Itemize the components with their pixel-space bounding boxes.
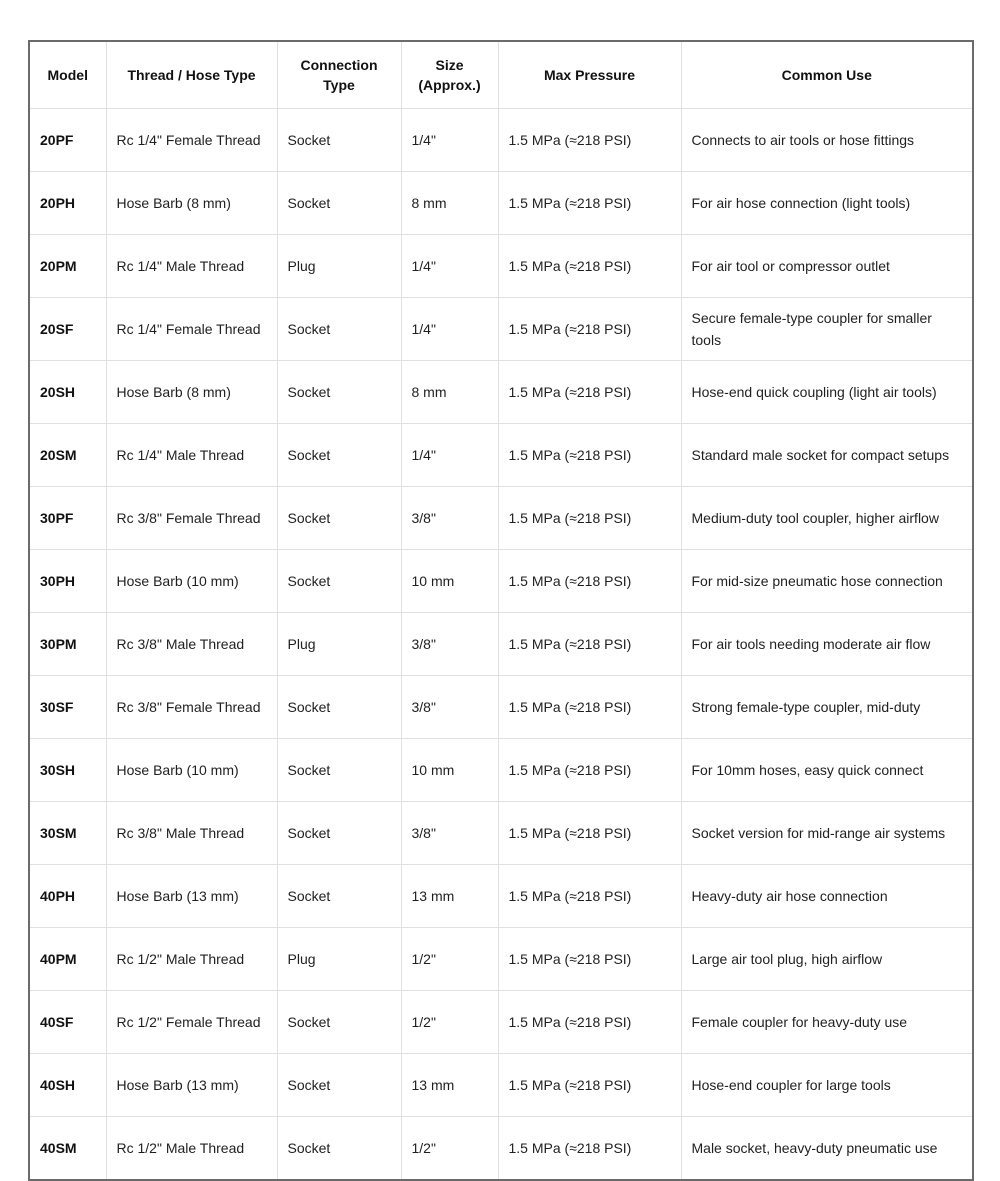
model-cell: 30PH (29, 550, 106, 613)
common-use-cell: Hose-end quick coupling (light air tools) (681, 361, 973, 424)
header-size-approx: Size (Approx.) (401, 41, 498, 109)
model-cell: 20SF (29, 298, 106, 361)
table-row (29, 361, 973, 424)
thread-hose-type-cell: Hose Barb (13 mm) (106, 865, 277, 928)
size-cell: 1/4" (401, 235, 498, 298)
thread-hose-type-cell: Rc 3/8" Male Thread (106, 613, 277, 676)
thread-hose-type-cell: Hose Barb (13 mm) (106, 1054, 277, 1117)
thread-hose-type-cell: Rc 1/2" Female Thread (106, 991, 277, 1054)
connection-type-cell: Plug (277, 235, 401, 298)
max-pressure-cell: 1.5 MPa (≈218 PSI) (498, 991, 681, 1054)
max-pressure-cell: 1.5 MPa (≈218 PSI) (498, 802, 681, 865)
header-common-use: Common Use (681, 41, 973, 109)
table-row (29, 613, 973, 676)
connection-type-cell: Socket (277, 676, 401, 739)
model-cell: 40PH (29, 865, 106, 928)
connection-type-cell: Socket (277, 802, 401, 865)
common-use-cell: For air hose connection (light tools) (681, 172, 973, 235)
model-cell: 20PM (29, 235, 106, 298)
common-use-cell: Secure female-type coupler for smaller tools (681, 298, 973, 361)
model-cell: 30PM (29, 613, 106, 676)
table-row (29, 802, 973, 865)
model-cell: 20SM (29, 424, 106, 487)
max-pressure-cell: 1.5 MPa (≈218 PSI) (498, 739, 681, 802)
thread-hose-type-cell: Rc 1/2" Male Thread (106, 928, 277, 991)
max-pressure-cell: 1.5 MPa (≈218 PSI) (498, 109, 681, 172)
thread-hose-type-cell: Rc 3/8" Female Thread (106, 676, 277, 739)
model-cell: 40SH (29, 1054, 106, 1117)
thread-hose-type-cell: Rc 1/2" Male Thread (106, 1117, 277, 1181)
connection-type-cell: Socket (277, 865, 401, 928)
header-row (29, 41, 973, 109)
connection-type-cell: Plug (277, 928, 401, 991)
table-row (29, 865, 973, 928)
common-use-cell: For air tools needing moderate air flow (681, 613, 973, 676)
thread-hose-type-cell: Hose Barb (8 mm) (106, 172, 277, 235)
thread-hose-type-cell: Hose Barb (10 mm) (106, 550, 277, 613)
model-cell: 30SH (29, 739, 106, 802)
connection-type-cell: Socket (277, 424, 401, 487)
thread-hose-type-cell: Hose Barb (10 mm) (106, 739, 277, 802)
size-cell: 13 mm (401, 1054, 498, 1117)
connection-type-cell: Socket (277, 991, 401, 1054)
connection-type-cell: Socket (277, 1117, 401, 1181)
connection-type-cell: Socket (277, 172, 401, 235)
table-row (29, 235, 973, 298)
common-use-cell: Socket version for mid-range air systems (681, 802, 973, 865)
spec-table-container (28, 40, 972, 1181)
table-row (29, 676, 973, 739)
connection-type-cell: Socket (277, 298, 401, 361)
table-row (29, 928, 973, 991)
max-pressure-cell: 1.5 MPa (≈218 PSI) (498, 1117, 681, 1181)
common-use-cell: Connects to air tools or hose fittings (681, 109, 973, 172)
max-pressure-cell: 1.5 MPa (≈218 PSI) (498, 487, 681, 550)
common-use-cell: For mid-size pneumatic hose connection (681, 550, 973, 613)
max-pressure-cell: 1.5 MPa (≈218 PSI) (498, 928, 681, 991)
table-row (29, 424, 973, 487)
table-row (29, 172, 973, 235)
thread-hose-type-cell: Rc 1/4" Female Thread (106, 298, 277, 361)
size-cell: 1/4" (401, 424, 498, 487)
common-use-cell: Male socket, heavy-duty pneumatic use (681, 1117, 973, 1181)
thread-hose-type-cell: Rc 1/4" Male Thread (106, 424, 277, 487)
max-pressure-cell: 1.5 MPa (≈218 PSI) (498, 172, 681, 235)
pneumatic-coupler-spec-table (28, 40, 974, 1181)
model-cell: 40SF (29, 991, 106, 1054)
size-cell: 1/4" (401, 298, 498, 361)
thread-hose-type-cell: Rc 3/8" Female Thread (106, 487, 277, 550)
common-use-cell: Medium-duty tool coupler, higher airflow (681, 487, 973, 550)
size-cell: 3/8" (401, 613, 498, 676)
connection-type-cell: Socket (277, 487, 401, 550)
model-cell: 40SM (29, 1117, 106, 1181)
size-cell: 1/2" (401, 928, 498, 991)
table-row (29, 487, 973, 550)
table-header (29, 41, 973, 109)
thread-hose-type-cell: Rc 1/4" Female Thread (106, 109, 277, 172)
table-row (29, 298, 973, 361)
common-use-cell: Large air tool plug, high airflow (681, 928, 973, 991)
table-row (29, 1054, 973, 1117)
table-row (29, 550, 973, 613)
size-cell: 3/8" (401, 802, 498, 865)
max-pressure-cell: 1.5 MPa (≈218 PSI) (498, 361, 681, 424)
size-cell: 8 mm (401, 361, 498, 424)
size-cell: 3/8" (401, 487, 498, 550)
max-pressure-cell: 1.5 MPa (≈218 PSI) (498, 865, 681, 928)
common-use-cell: Standard male socket for compact setups (681, 424, 973, 487)
connection-type-cell: Socket (277, 109, 401, 172)
thread-hose-type-cell: Rc 3/8" Male Thread (106, 802, 277, 865)
table-row (29, 1117, 973, 1181)
common-use-cell: Hose-end coupler for large tools (681, 1054, 973, 1117)
size-cell: 1/2" (401, 991, 498, 1054)
max-pressure-cell: 1.5 MPa (≈218 PSI) (498, 613, 681, 676)
header-thread-hose-type: Thread / Hose Type (106, 41, 277, 109)
common-use-cell: For air tool or compressor outlet (681, 235, 973, 298)
header-model: Model (29, 41, 106, 109)
model-cell: 30SM (29, 802, 106, 865)
model-cell: 20PF (29, 109, 106, 172)
connection-type-cell: Socket (277, 1054, 401, 1117)
max-pressure-cell: 1.5 MPa (≈218 PSI) (498, 235, 681, 298)
common-use-cell: For 10mm hoses, easy quick connect (681, 739, 973, 802)
max-pressure-cell: 1.5 MPa (≈218 PSI) (498, 298, 681, 361)
size-cell: 8 mm (401, 172, 498, 235)
table-body (29, 109, 973, 1181)
connection-type-cell: Socket (277, 739, 401, 802)
model-cell: 20PH (29, 172, 106, 235)
connection-type-cell: Socket (277, 550, 401, 613)
size-cell: 1/2" (401, 1117, 498, 1181)
table-row (29, 109, 973, 172)
thread-hose-type-cell: Rc 1/4" Male Thread (106, 235, 277, 298)
size-cell: 13 mm (401, 865, 498, 928)
max-pressure-cell: 1.5 MPa (≈218 PSI) (498, 424, 681, 487)
model-cell: 30SF (29, 676, 106, 739)
max-pressure-cell: 1.5 MPa (≈218 PSI) (498, 1054, 681, 1117)
max-pressure-cell: 1.5 MPa (≈218 PSI) (498, 550, 681, 613)
header-max-pressure: Max Pressure (498, 41, 681, 109)
thread-hose-type-cell: Hose Barb (8 mm) (106, 361, 277, 424)
header-connection-type: Connection Type (277, 41, 401, 109)
size-cell: 1/4" (401, 109, 498, 172)
common-use-cell: Heavy-duty air hose connection (681, 865, 973, 928)
max-pressure-cell: 1.5 MPa (≈218 PSI) (498, 676, 681, 739)
size-cell: 10 mm (401, 550, 498, 613)
model-cell: 40PM (29, 928, 106, 991)
model-cell: 30PF (29, 487, 106, 550)
common-use-cell: Strong female-type coupler, mid-duty (681, 676, 973, 739)
size-cell: 3/8" (401, 676, 498, 739)
table-row (29, 739, 973, 802)
connection-type-cell: Plug (277, 613, 401, 676)
size-cell: 10 mm (401, 739, 498, 802)
model-cell: 20SH (29, 361, 106, 424)
common-use-cell: Female coupler for heavy-duty use (681, 991, 973, 1054)
connection-type-cell: Socket (277, 361, 401, 424)
